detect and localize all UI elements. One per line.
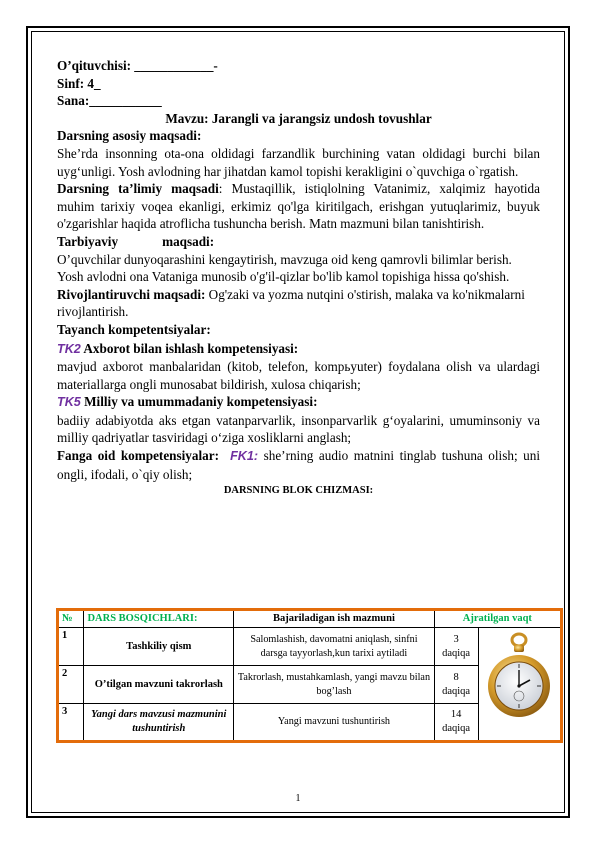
tk5-heading <box>57 393 540 412</box>
row-time-unit: daqiqa <box>442 647 471 659</box>
tarb-aim-word1: Tarbiyaviy <box>57 233 119 249</box>
col-header-number: № <box>58 610 84 628</box>
date-line: Sana:___________ <box>57 93 162 109</box>
subject-competency-title: Fanga oid kompetensiyalar: <box>57 448 219 464</box>
edu-aim-title: Darsning ta’limiy maqsadi <box>57 181 219 197</box>
fk1-text: she’rning audio matnini tinglab tushuna olish; uni ongli, ifodali, o`qiy olish; <box>57 448 540 482</box>
dev-aim <box>57 286 540 321</box>
row-stage: O’tilgan mavzuni takrorlash <box>84 666 234 704</box>
teacher-line: O’qituvchisi: ____________- <box>57 58 218 73</box>
page-number: 1 <box>295 793 301 804</box>
tarb-aim-title <box>57 233 540 251</box>
row-time-unit: daqiqa <box>442 685 471 697</box>
row-work: Yangi mavzuni tushuntirish <box>234 704 435 742</box>
tk5-title: Milliy va umummadaniy kompetensiyasi: <box>80 394 318 410</box>
tk2-text: mavjud axborot manbalaridan (kitob, telefon, kompьyuter) foydalana olish va ulardagi materiallarga ongli munosabat bildirish, xulosa chiqarish; <box>57 359 540 392</box>
competencies-title: Tayanch kompetentsiyalar: <box>57 321 211 337</box>
row-time <box>434 666 478 704</box>
main-aim-text: She’rda insonning ota-ona oldidagi farzandlik burchining vatan oldidagi burchi bilan uyg‘unligi. Yosh avlodning har jihatdan kamol topishi kerakligini o`quvchiga o`rgatish. <box>57 145 540 179</box>
fk1-code: FK1: <box>230 449 259 464</box>
topic-title: Mavzu: Jarangli va jarangsiz undosh tovushlar <box>165 110 432 126</box>
tarb-aim-text: O’quvchilar dunyoqarashini kengaytirish, mavzuga oid keng qamrovli bilimlar berish. Yosh avlodni ona Vataniga munosib o'g'il-qizlar bo'lib kamol topishiga hissa qo'shish. <box>57 251 512 285</box>
tk2-heading <box>57 340 540 359</box>
block-chart-title: DARSNING BLOK CHIZMASI: <box>223 485 374 497</box>
row-work: Salomlashish, davomatni aniqlash, sinfni darsga tayyorlash,kun tarixi aytiladi <box>234 628 435 666</box>
dev-aim-title: Rivojlantiruvchi maqsadi: <box>57 286 206 302</box>
lesson-plan-body <box>57 57 540 497</box>
fk-section <box>57 447 540 483</box>
row-time-unit: daqiqa <box>442 723 471 734</box>
col-header-time: Ajratilgan vaqt <box>434 610 561 628</box>
tk2-code: TK2 <box>57 341 81 356</box>
row-number: 2 <box>58 666 84 704</box>
row-time <box>434 704 478 742</box>
row-time-value: 3 <box>453 633 459 645</box>
tk2-title: Axborot bilan ishlash kompetensiyasi: <box>80 340 299 356</box>
tarb-aim-word2: maqsadi: <box>162 233 215 249</box>
tk5-text: badiiy adabiyotda aks etgan vatanparvarlik, insonparvarlik g‘oyalarini, umuminsoniy va milliy qadriyatlar tasviridagi o‘ziga xosliklarni anglash; <box>57 412 540 446</box>
table-header-row <box>58 610 562 628</box>
tk5-code: TK5 <box>57 395 81 410</box>
col-header-work: Bajariladigan ish mazmuni <box>234 610 435 628</box>
row-number: 1 <box>58 628 84 666</box>
row-stage: Tashkiliy qism <box>84 628 234 666</box>
class-line: Sinf: 4_ <box>57 75 101 91</box>
main-aim-title: Darsning asosiy maqsadi: <box>57 128 202 144</box>
clock-cell <box>478 628 562 742</box>
edu-aim <box>57 180 540 233</box>
pocket-watch-icon <box>484 630 554 734</box>
lesson-block-table <box>56 608 563 743</box>
row-time <box>434 628 478 666</box>
edu-aim-text: : Mustaqillik, istiqlolning Vatanimiz, xalqimiz hayotida muhim tarixiy voqea ekanligi, erkimiz qo'lga kiritilgach, erishgan yutuqlarimiz, buyuk o'zgarishlar haqida atroflicha tushuncha berish. Matn mazmuni bilan tanishtirish. <box>57 181 540 232</box>
col-header-stages: DARS BOSQICHLARI: <box>84 610 234 628</box>
row-time-value: 8 <box>453 671 459 683</box>
row-work: Takrorlash, mustahkamlash, yangi mavzu bilan bog’lash <box>234 666 435 704</box>
row-stage: Yangi dars mavzusi mazmunini tushuntirish <box>84 704 234 742</box>
dev-aim-text: Og'zaki va yozma nutqini o'stirish, malaka va ko'nikmalarni rivojlantirish. <box>57 286 525 320</box>
row-time-value: 14 <box>450 709 462 720</box>
table-row <box>58 628 562 666</box>
row-number: 3 <box>58 704 84 742</box>
